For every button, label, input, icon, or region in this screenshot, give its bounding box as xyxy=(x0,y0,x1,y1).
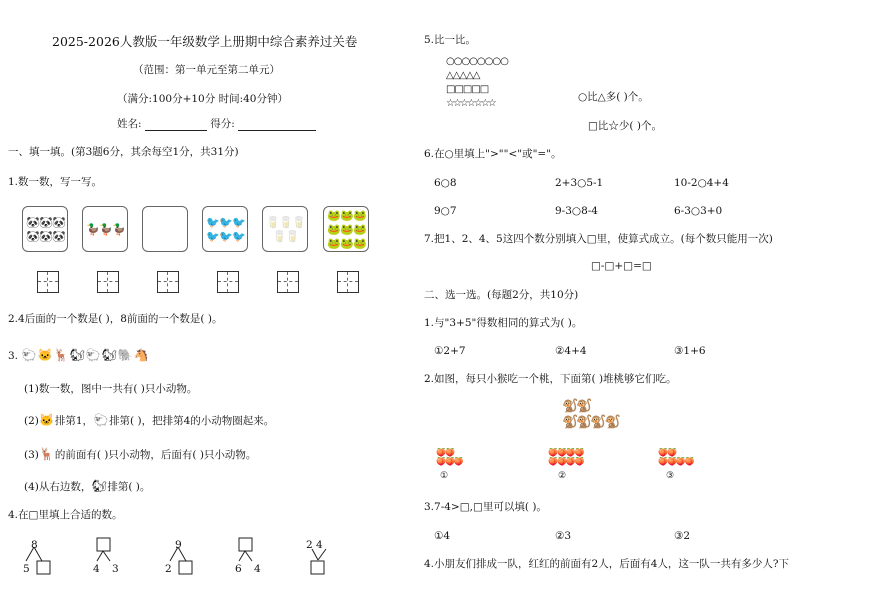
peach-icon: 🍑🍑🍑🍑 xyxy=(548,457,584,466)
compare-item[interactable]: 9○7 xyxy=(434,205,457,217)
score-label: 得分: xyxy=(210,118,235,130)
frog-icon: 🐸 xyxy=(327,222,341,236)
option[interactable]: ②4+4 xyxy=(555,345,587,357)
write-grid[interactable] xyxy=(37,271,59,293)
compare-1: ○比△多( )个。 xyxy=(578,91,649,103)
squirrel-icon: 🐿 xyxy=(91,479,107,493)
write-grid[interactable] xyxy=(97,271,119,293)
cup-icon: 🥛 xyxy=(285,229,300,243)
bird-box xyxy=(202,206,248,252)
panda-icon: 🐼 xyxy=(52,229,66,243)
bird-icon: 🐦 xyxy=(206,215,220,229)
question-5: 5.比一比。 xyxy=(424,34,477,46)
score-time-text: （满分:100分+10分 时间:40分钟） xyxy=(117,93,288,105)
peach-icon: 🍑🍑 xyxy=(658,448,676,457)
compare-item[interactable]: 10-2○4+4 xyxy=(674,177,729,189)
peach-icon: 🍑🍑 xyxy=(436,448,454,457)
name-field[interactable] xyxy=(145,130,207,131)
duck-icon: 🦆 xyxy=(112,222,126,236)
circle-row: ○○○○○○○○ xyxy=(446,56,508,67)
q3-3-text: 的前面有( )只小动物，后面有( )只小动物。 xyxy=(54,449,257,461)
duck-icon: 🦆 xyxy=(99,222,113,236)
question-1-1: 1.数一数，写一写。 xyxy=(8,176,103,188)
question-1-3-3 xyxy=(24,447,256,462)
panda-icon: 🐼 xyxy=(52,215,66,229)
compare-item[interactable]: 2+3○5-1 xyxy=(555,177,604,189)
pile-label[interactable]: ① xyxy=(440,471,449,481)
question-2-4: 4.小朋友们排成一队，红红的前面有2人，后面有4人，这一队一共有多少人?下 xyxy=(424,558,790,570)
bird-icon: 🐦 xyxy=(232,229,246,243)
duck-box xyxy=(82,206,128,252)
triangle-row: △△△△△ xyxy=(446,70,480,81)
frog-icon: 🐸 xyxy=(340,222,354,236)
pile-label[interactable]: ② xyxy=(558,471,567,481)
frog-icon: 🐸 xyxy=(353,208,367,222)
squirrel-icon: 🐿 xyxy=(69,348,85,362)
q3-2-label: (2) xyxy=(24,415,39,427)
sheep-icon: 🐑 xyxy=(85,348,101,362)
score-field[interactable] xyxy=(238,130,316,131)
peach-icon: 🍑🍑🍑🍑 xyxy=(658,457,694,466)
empty-box xyxy=(142,206,188,252)
split-3-top: 9 xyxy=(175,539,182,551)
peach-icon: 🍑🍑🍑 xyxy=(436,457,463,466)
panda-icon: 🐼 xyxy=(26,229,40,243)
number-split-diagrams xyxy=(20,535,350,585)
panda-box xyxy=(22,206,68,252)
cup-icon: 🥛 xyxy=(292,215,306,229)
cup-icon: 🥛 xyxy=(279,215,293,229)
panda-icon: 🐼 xyxy=(39,215,53,229)
question-1-3-2 xyxy=(24,413,274,428)
monkey-icon: 🐒🐒 xyxy=(562,399,591,414)
option[interactable]: ③2 xyxy=(674,530,691,542)
split-3-left: 2 xyxy=(165,563,172,575)
question-1-3-1: (1)数一数，图中一共有( )只小动物。 xyxy=(24,383,198,395)
star-row: ☆☆☆☆☆☆☆ xyxy=(446,98,495,109)
range-text: （范围：第一单元至第二单元） xyxy=(133,64,280,76)
q3-4-text-b: 排第( )。 xyxy=(107,481,151,493)
write-grid[interactable] xyxy=(277,271,299,293)
horse-icon: 🐴 xyxy=(133,348,149,362)
frog-icon: 🐸 xyxy=(340,236,354,250)
question-1-2: 2.4后面的一个数是( )，8前面的一个数是( )。 xyxy=(8,313,223,325)
question-1-4: 4.在□里填上合适的数。 xyxy=(8,509,123,521)
question-2-3: 3.7-4>□,□里可以填( )。 xyxy=(424,501,547,513)
peach-pile-3 xyxy=(658,448,694,466)
bird-icon: 🐦 xyxy=(219,215,233,229)
option[interactable]: ③1+6 xyxy=(674,345,706,357)
write-grid[interactable] xyxy=(337,271,359,293)
sheep-icon: 🐑 xyxy=(21,348,37,362)
question-7: 7.把1、2、4、5这四个数分别填入□里，使算式成立。(每个数只能用一次) xyxy=(424,233,773,245)
compare-item[interactable]: 6○8 xyxy=(434,177,457,189)
pile-label[interactable]: ③ xyxy=(666,471,675,481)
q3-3-label: (3) xyxy=(24,449,39,461)
question-6: 6.在○里填上">""<"或"="。 xyxy=(424,148,562,160)
compare-item[interactable]: 6-3○3+0 xyxy=(674,205,723,217)
deer-icon: 🦌 xyxy=(53,348,69,362)
section2-heading: 二、选一选。(每题2分，共10分) xyxy=(424,289,579,301)
frog-icon: 🐸 xyxy=(340,208,354,222)
cup-icon: 🥛 xyxy=(272,229,287,243)
option[interactable]: ②3 xyxy=(555,530,572,542)
cup-box xyxy=(262,206,308,252)
cat-icon: 🐱 xyxy=(37,348,53,362)
frog-box xyxy=(323,206,369,252)
page-title: 2025-2026人教版一年级数学上册期中综合素养过关卷 xyxy=(52,34,358,49)
compare-item[interactable]: 9-3○8-4 xyxy=(555,205,598,217)
q3-2-text-b: 排第( )，把排第4的小动物圈起来。 xyxy=(109,415,275,427)
name-score-line xyxy=(117,118,316,131)
peach-icon: 🍑🍑🍑🍑 xyxy=(548,448,584,457)
split-4-left: 6 xyxy=(235,563,242,575)
deer-icon: 🦌 xyxy=(39,447,55,461)
split-1-top: 8 xyxy=(31,539,38,551)
name-label: 姓名: xyxy=(117,118,142,130)
split-5-top: 2 4 xyxy=(306,539,323,551)
bird-icon: 🐦 xyxy=(232,215,246,229)
peach-pile-1 xyxy=(436,448,463,466)
sheep-icon: 🐑 xyxy=(93,413,109,427)
bird-icon: 🐦 xyxy=(206,229,220,243)
write-grid[interactable] xyxy=(217,271,239,293)
panda-icon: 🐼 xyxy=(26,215,40,229)
monkey-icon: 🐒🐒🐒🐒 xyxy=(562,414,619,430)
bird-icon: 🐦 xyxy=(219,229,233,243)
square-row: □□□□□ xyxy=(446,84,489,95)
split-2-right: 3 xyxy=(112,563,119,575)
duck-icon: 🦆 xyxy=(86,222,100,236)
frog-icon: 🐸 xyxy=(327,208,341,222)
squirrel-icon: 🐿 xyxy=(101,348,117,362)
question-2-2: 2.如图，每只小猴吃一个桃，下面第( )堆桃够它们吃。 xyxy=(424,373,677,385)
question-2-1: 1.与"3+5"得数相同的算式为( )。 xyxy=(424,317,583,329)
compare-2: □比☆少( )个。 xyxy=(588,120,662,132)
q3-label: 3. xyxy=(8,350,19,362)
option[interactable]: ①4 xyxy=(434,530,451,542)
frog-icon: 🐸 xyxy=(353,222,367,236)
split-4-right: 4 xyxy=(254,563,261,575)
q3-2-text-a: 排第1， xyxy=(54,415,94,427)
q3-4-text-a: (4)从右边数， xyxy=(24,481,92,493)
split-1-left: 5 xyxy=(23,563,30,575)
frog-icon: 🐸 xyxy=(327,236,341,250)
question-1-3-4 xyxy=(24,479,150,494)
peach-pile-2 xyxy=(548,448,584,466)
split-2-left: 4 xyxy=(93,563,100,575)
cup-icon: 🥛 xyxy=(266,215,280,229)
cat-icon: 🐱 xyxy=(39,413,55,427)
monkeys-image xyxy=(562,399,619,430)
write-grid[interactable] xyxy=(157,271,179,293)
option[interactable]: ①2+7 xyxy=(434,345,466,357)
panda-icon: 🐼 xyxy=(39,229,53,243)
fill-expression[interactable]: □-□+□=□ xyxy=(591,260,652,272)
section1-heading: 一、填一填。(第3题6分，其余每空1分，共31分) xyxy=(8,146,239,158)
question-1-3 xyxy=(8,348,149,363)
frog-icon: 🐸 xyxy=(353,236,367,250)
elephant-icon: 🐘 xyxy=(117,348,133,362)
